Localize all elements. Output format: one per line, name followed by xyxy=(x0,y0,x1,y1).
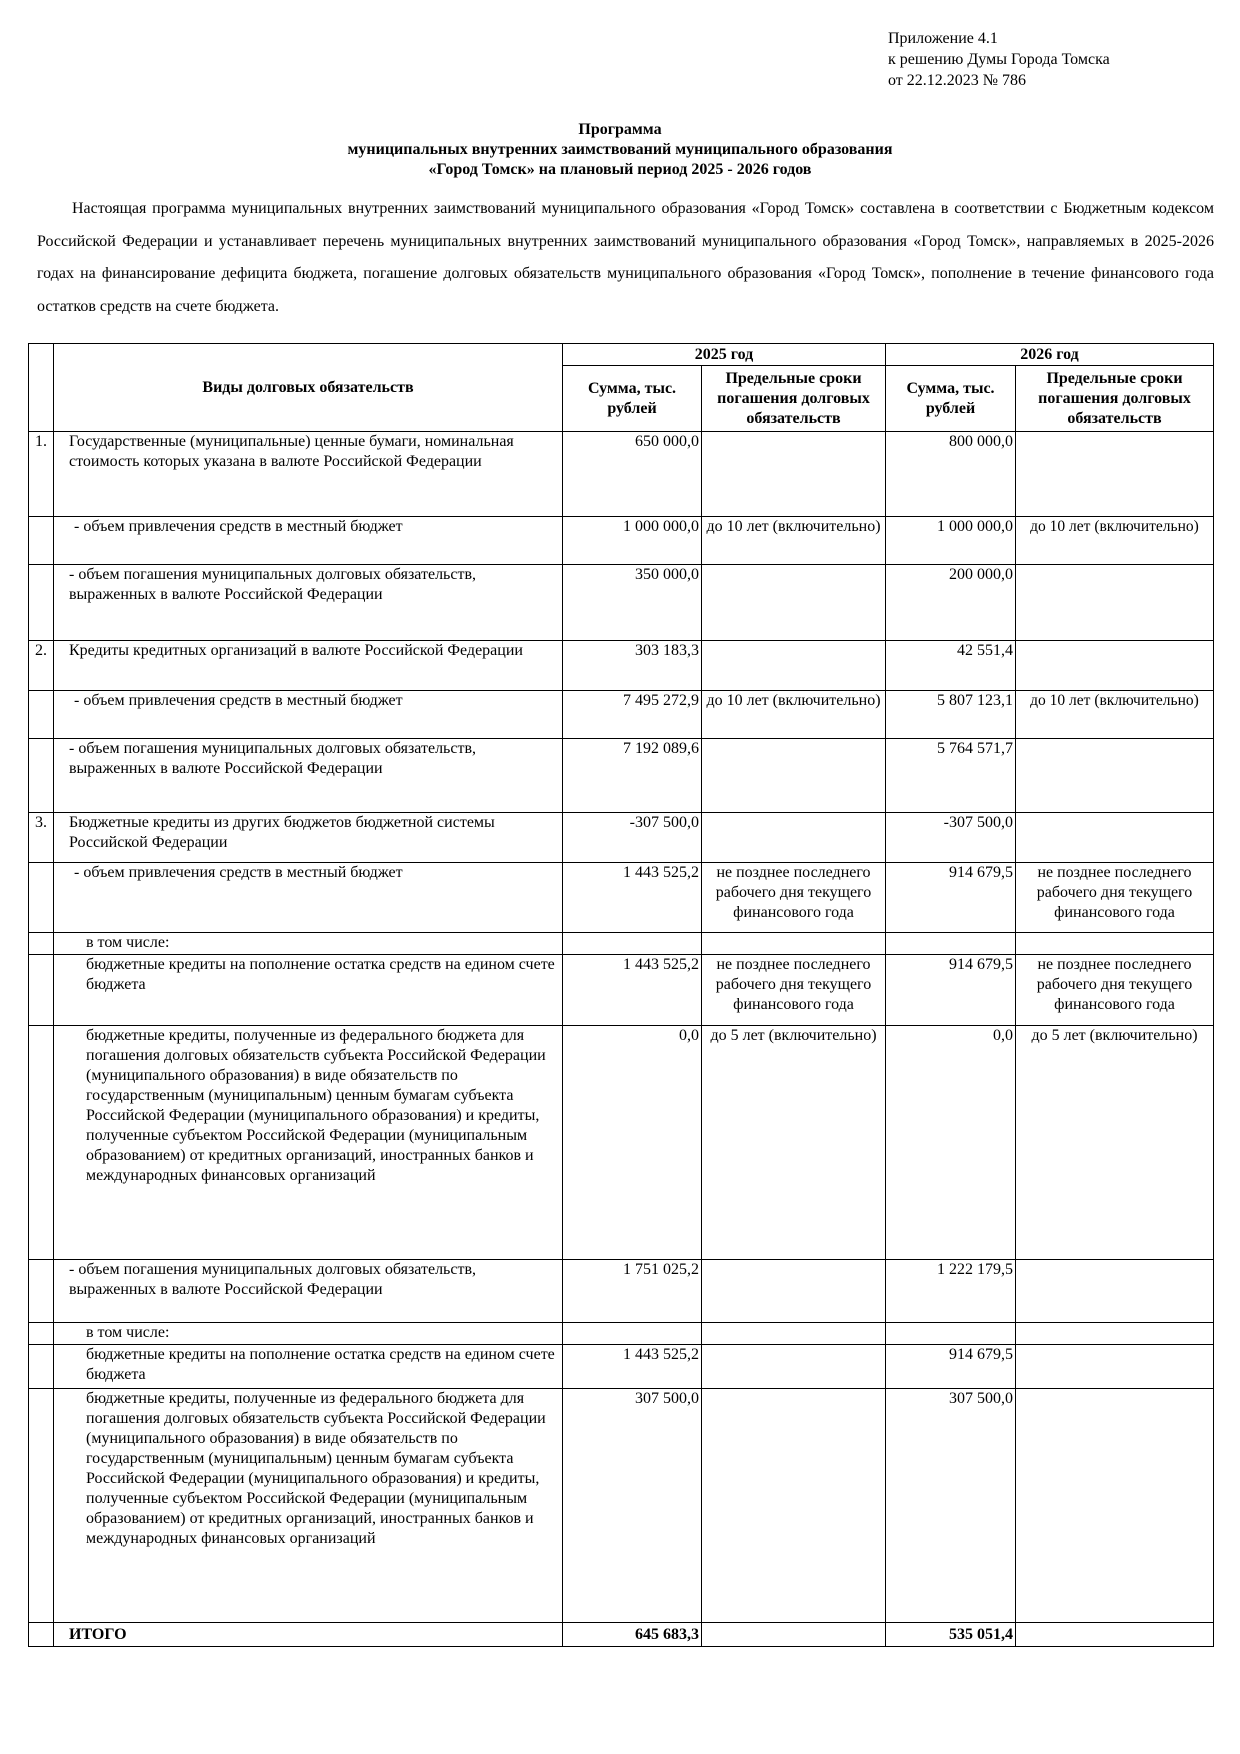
row-term-2026 xyxy=(1016,641,1214,691)
row-name: бюджетные кредиты на пополнение остатка средств на едином счете бюджета xyxy=(54,1345,563,1389)
row-term-2026: до 10 лет (включительно) xyxy=(1016,517,1214,565)
row-name: - объем привлечения средств в местный бюджет xyxy=(54,517,563,565)
row-amount-2025: 307 500,0 xyxy=(563,1389,702,1623)
header-kinds: Виды долговых обязательств xyxy=(54,344,563,432)
row-num xyxy=(29,517,54,565)
appendix-line-1: Приложение 4.1 xyxy=(888,30,998,47)
row-amount-2026: -307 500,0 xyxy=(886,813,1016,863)
table-row xyxy=(29,1323,1214,1345)
document-title xyxy=(0,120,1240,180)
table-row xyxy=(29,863,1214,933)
row-name: Государственные (муниципальные) ценные бумаги, номинальная стоимость которых указана в валюте Российской Федерации xyxy=(54,432,563,517)
row-term-2025: до 5 лет (включительно) xyxy=(702,1026,886,1260)
table-row xyxy=(29,432,1214,517)
table-row xyxy=(29,691,1214,739)
table-row xyxy=(29,955,1214,1026)
row-name: бюджетные кредиты, полученные из федерального бюджета для погашения долговых обязательств субъекта Российской Федерации (муниципального образования) в виде обязательств по государственным (муниципальным) ценным бумагам субъекта Российской Федерации (муниципального образования) и кредиты, полученные субъектом Российской Федерации (муниципальным образованием) от кредитных организаций, иностранных банков и международных финансовых организаций xyxy=(54,1389,563,1623)
row-amount-2025: 7 495 272,9 xyxy=(563,691,702,739)
row-amount-2025 xyxy=(563,1323,702,1345)
header-terms-2025: Предельные сроки погашения долговых обязательств xyxy=(702,366,886,432)
row-amount-2026 xyxy=(886,1323,1016,1345)
table-row xyxy=(29,565,1214,641)
row-amount-2025: 650 000,0 xyxy=(563,432,702,517)
row-amount-2026: 914 679,5 xyxy=(886,955,1016,1026)
row-term-2026 xyxy=(1016,565,1214,641)
row-amount-2026: 5 764 571,7 xyxy=(886,739,1016,813)
row-name: - объем погашения муниципальных долговых обязательств, выраженных в валюте Российской Федерации xyxy=(54,1260,563,1323)
row-num xyxy=(29,1260,54,1323)
row-term-2025: до 10 лет (включительно) xyxy=(702,517,886,565)
row-name: - объем привлечения средств в местный бюджет xyxy=(54,691,563,739)
row-amount-2026: 0,0 xyxy=(886,1026,1016,1260)
total-term-2026 xyxy=(1016,1623,1214,1647)
row-amount-2025: 1 443 525,2 xyxy=(563,863,702,933)
row-term-2026: до 10 лет (включительно) xyxy=(1016,691,1214,739)
row-amount-2026: 1 222 179,5 xyxy=(886,1260,1016,1323)
row-amount-2026: 914 679,5 xyxy=(886,863,1016,933)
row-num xyxy=(29,565,54,641)
row-term-2026 xyxy=(1016,813,1214,863)
row-term-2025 xyxy=(702,1260,886,1323)
row-term-2025 xyxy=(702,933,886,955)
total-amount-2025: 645 683,3 xyxy=(563,1623,702,1647)
row-term-2026 xyxy=(1016,739,1214,813)
row-name: - объем погашения муниципальных долговых обязательств, выраженных в валюте Российской Федерации xyxy=(54,739,563,813)
row-term-2025 xyxy=(702,1345,886,1389)
row-amount-2025: 1 443 525,2 xyxy=(563,955,702,1026)
header-amount-2026: Сумма, тыс. рублей xyxy=(886,366,1016,432)
table-row xyxy=(29,933,1214,955)
row-name: - объем привлечения средств в местный бюджет xyxy=(54,863,563,933)
header-num xyxy=(29,344,54,432)
row-amount-2025: 1 443 525,2 xyxy=(563,1345,702,1389)
row-term-2025 xyxy=(702,641,886,691)
total-num xyxy=(29,1623,54,1647)
row-term-2025 xyxy=(702,739,886,813)
row-num xyxy=(29,739,54,813)
row-amount-2025: 1 000 000,0 xyxy=(563,517,702,565)
row-term-2025: не позднее последнего рабочего дня текущего финансового года xyxy=(702,955,886,1026)
row-name: бюджетные кредиты, полученные из федерального бюджета для погашения долговых обязательств субъекта Российской Федерации (муниципального образования) в виде обязательств по государственным (муниципальным) ценным бумагам субъекта Российской Федерации (муниципального образования) и кредиты, полученные субъектом Российской Федерации (муниципальным образованием) от кредитных организаций, иностранных банков и международных финансовых организаций xyxy=(54,1026,563,1260)
appendix-line-3: от 22.12.2023 № 786 xyxy=(888,72,1027,89)
row-num xyxy=(29,933,54,955)
row-num xyxy=(29,691,54,739)
row-amount-2025: 303 183,3 xyxy=(563,641,702,691)
table-row xyxy=(29,739,1214,813)
row-num xyxy=(29,1323,54,1345)
row-amount-2026: 200 000,0 xyxy=(886,565,1016,641)
row-term-2025 xyxy=(702,565,886,641)
header-amount-2025: Сумма, тыс. рублей xyxy=(563,366,702,432)
borrowing-table xyxy=(28,343,1214,1647)
intro-paragraph: Настоящая программа муниципальных внутренних заимствований муниципального образования «Город Томск» составлена в соответствии с Бюджетным кодексом Российской Федерации и устанавливает перечень муниципальных внутренних заимствований муниципального образования «Город Томск», направляемых в 2025-2026 годах на финансирование дефицита бюджета, погашение долговых обязательств муниципального образования «Город Томск», пополнение в течение финансового года остатков средств на счете бюджета. xyxy=(37,200,1214,315)
row-amount-2025: 350 000,0 xyxy=(563,565,702,641)
row-term-2026 xyxy=(1016,1260,1214,1323)
row-term-2026 xyxy=(1016,933,1214,955)
row-name: Бюджетные кредиты из других бюджетов бюджетной системы Российской Федерации xyxy=(54,813,563,863)
title-line-1: Программа xyxy=(578,121,662,138)
row-amount-2026: 307 500,0 xyxy=(886,1389,1016,1623)
row-name: - объем погашения муниципальных долговых обязательств, выраженных в валюте Российской Федерации xyxy=(54,565,563,641)
row-term-2026 xyxy=(1016,1323,1214,1345)
row-amount-2026: 5 807 123,1 xyxy=(886,691,1016,739)
row-term-2025: не позднее последнего рабочего дня текущего финансового года xyxy=(702,863,886,933)
row-num xyxy=(29,1026,54,1260)
row-num xyxy=(29,863,54,933)
table-row xyxy=(29,1389,1214,1623)
row-amount-2026: 800 000,0 xyxy=(886,432,1016,517)
total-amount-2026: 535 051,4 xyxy=(886,1623,1016,1647)
appendix-line-2: к решению Думы Города Томска xyxy=(888,51,1110,68)
row-term-2026: до 5 лет (включительно) xyxy=(1016,1026,1214,1260)
row-amount-2026: 42 551,4 xyxy=(886,641,1016,691)
title-line-2: муниципальных внутренних заимствований муниципального образования xyxy=(347,141,893,158)
row-num: 3. xyxy=(29,813,54,863)
row-term-2026: не позднее последнего рабочего дня текущего финансового года xyxy=(1016,863,1214,933)
header-year-2026: 2026 год xyxy=(886,344,1214,366)
row-name: в том числе: xyxy=(54,933,563,955)
row-name: в том числе: xyxy=(54,1323,563,1345)
row-term-2026 xyxy=(1016,1345,1214,1389)
total-row xyxy=(29,1623,1214,1647)
row-term-2025 xyxy=(702,1389,886,1623)
total-label: ИТОГО xyxy=(54,1623,563,1647)
row-term-2025 xyxy=(702,1323,886,1345)
row-num: 2. xyxy=(29,641,54,691)
row-amount-2025: 1 751 025,2 xyxy=(563,1260,702,1323)
table-row xyxy=(29,1345,1214,1389)
row-amount-2026: 914 679,5 xyxy=(886,1345,1016,1389)
table-row xyxy=(29,641,1214,691)
row-amount-2025: -307 500,0 xyxy=(563,813,702,863)
row-amount-2025: 7 192 089,6 xyxy=(563,739,702,813)
total-term-2025 xyxy=(702,1623,886,1647)
row-term-2025: до 10 лет (включительно) xyxy=(702,691,886,739)
row-num xyxy=(29,1345,54,1389)
row-name: Кредиты кредитных организаций в валюте Российской Федерации xyxy=(54,641,563,691)
title-line-3: «Город Томск» на плановый период 2025 - 2026 годов xyxy=(428,161,812,178)
table-row xyxy=(29,813,1214,863)
row-num: 1. xyxy=(29,432,54,517)
table-row xyxy=(29,1260,1214,1323)
header-year-2025: 2025 год xyxy=(563,344,886,366)
table-row xyxy=(29,517,1214,565)
row-amount-2025 xyxy=(563,933,702,955)
row-term-2026 xyxy=(1016,432,1214,517)
row-num xyxy=(29,1389,54,1623)
row-term-2026: не позднее последнего рабочего дня текущего финансового года xyxy=(1016,955,1214,1026)
row-term-2025 xyxy=(702,432,886,517)
row-amount-2025: 0,0 xyxy=(563,1026,702,1260)
row-amount-2026 xyxy=(886,933,1016,955)
appendix-note xyxy=(888,28,1110,91)
row-num xyxy=(29,955,54,1026)
row-term-2025 xyxy=(702,813,886,863)
header-terms-2026: Предельные сроки погашения долговых обязательств xyxy=(1016,366,1214,432)
row-amount-2026: 1 000 000,0 xyxy=(886,517,1016,565)
row-name: бюджетные кредиты на пополнение остатка средств на едином счете бюджета xyxy=(54,955,563,1026)
table-row xyxy=(29,1026,1214,1260)
row-term-2026 xyxy=(1016,1389,1214,1623)
